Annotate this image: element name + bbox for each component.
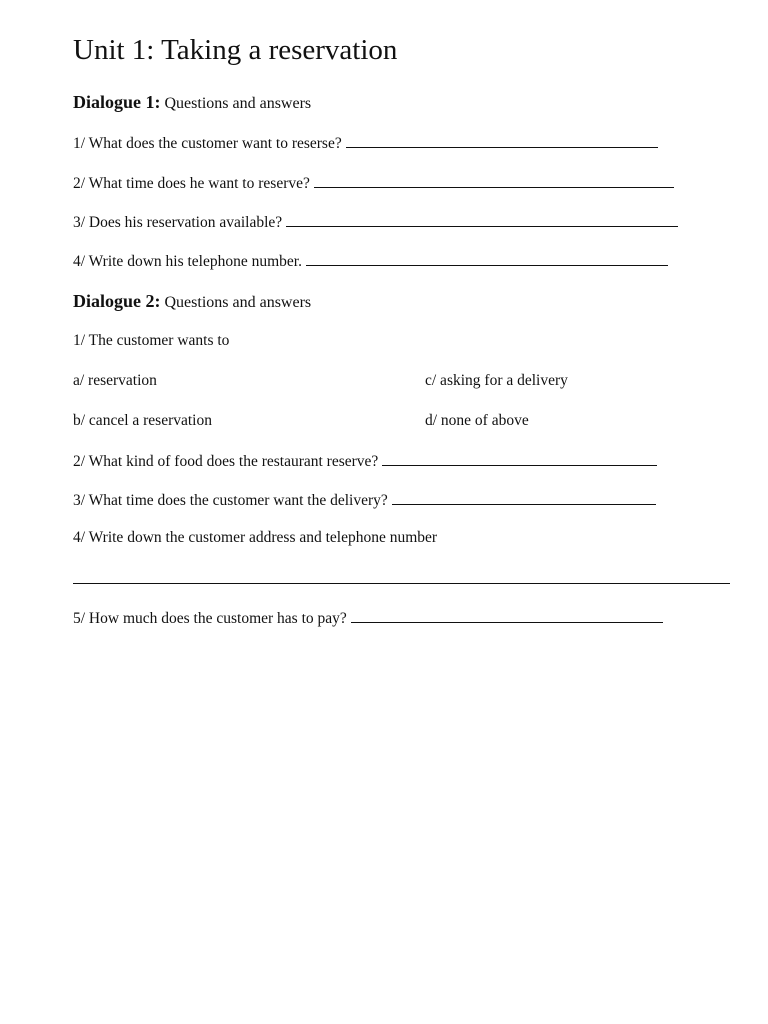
question-text: 3/ What time does the customer want the delivery? [73, 492, 388, 509]
option-c[interactable]: c/ asking for a delivery [425, 372, 568, 389]
answer-blank[interactable] [286, 212, 678, 227]
option-a[interactable]: a/ reservation [73, 372, 157, 389]
question-text: 1/ What does the customer want to reserse? [73, 135, 342, 152]
dialogue-1-question-3 [73, 212, 678, 232]
answer-blank[interactable] [351, 608, 663, 623]
dialogue-1-heading [73, 92, 311, 113]
question-text: 2/ What time does he want to reserve? [73, 175, 310, 192]
dialogue-2-label: Dialogue 2: [73, 291, 161, 311]
dialogue-1-label: Dialogue 1: [73, 92, 161, 112]
option-b[interactable]: b/ cancel a reservation [73, 412, 212, 429]
dialogue-1-question-2 [73, 173, 674, 193]
answer-blank[interactable] [314, 173, 674, 188]
dialogue-2-question-5 [73, 608, 663, 628]
answer-blank[interactable] [346, 133, 658, 148]
answer-blank[interactable] [382, 451, 657, 466]
question-text: 2/ What kind of food does the restaurant reserve? [73, 453, 379, 470]
page-title: Unit 1: Taking a reservation [73, 34, 398, 66]
dialogue-1-question-1 [73, 133, 658, 153]
answer-blank[interactable] [306, 251, 668, 266]
dialogue-1-subtitle: Questions and answers [164, 95, 312, 112]
dialogue-2-subtitle: Questions and answers [164, 294, 312, 311]
dialogue-2-question-1: 1/ The customer wants to [73, 332, 230, 349]
dialogue-2-question-4: 4/ Write down the customer address and telephone number [73, 529, 438, 546]
question-text: 3/ Does his reservation available? [73, 214, 283, 231]
dialogue-2-question-2 [73, 451, 657, 471]
dialogue-2-question-3 [73, 490, 656, 510]
answer-blank[interactable] [392, 490, 656, 505]
option-d[interactable]: d/ none of above [425, 412, 529, 429]
question-text: 4/ Write down his telephone number. [73, 253, 302, 270]
question-text: 5/ How much does the customer has to pay? [73, 610, 347, 627]
answer-blank-full-line[interactable] [73, 583, 730, 584]
dialogue-2-heading [73, 291, 311, 312]
dialogue-1-question-4 [73, 251, 668, 271]
